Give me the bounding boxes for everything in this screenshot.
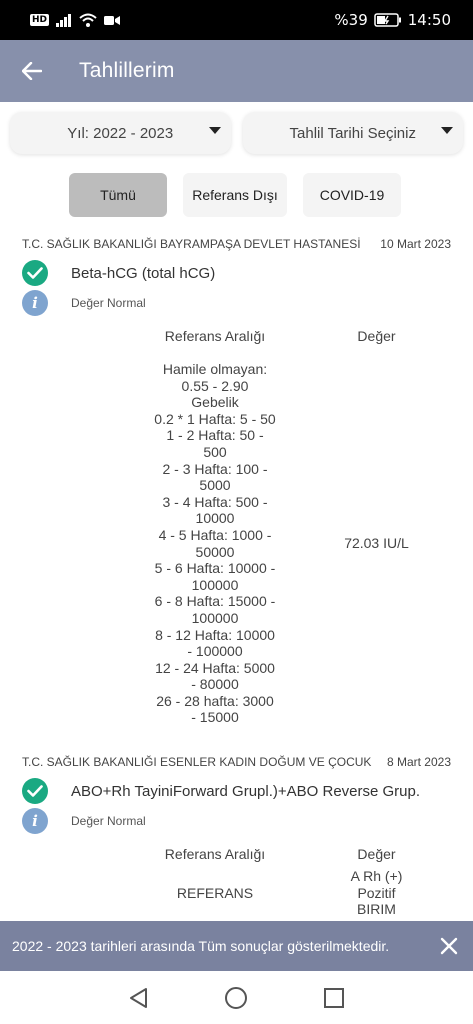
filter-bar <box>10 112 463 154</box>
check-circle-icon <box>22 778 48 804</box>
ref-line: 100000 <box>191 576 239 593</box>
snackbar <box>0 921 473 971</box>
ref-line: Gebelik <box>191 394 239 411</box>
reference-range <box>95 361 335 726</box>
reference-range-header: Referans Aralığı <box>164 328 266 344</box>
signal-icon <box>56 14 72 27</box>
battery-percent: %39 <box>334 11 368 29</box>
ref-line: - 80000 <box>191 676 239 693</box>
video-camera-icon <box>104 15 120 26</box>
ref-line: - 100000 <box>187 643 243 660</box>
nav-home-button[interactable] <box>216 978 256 1018</box>
filter-tabs <box>69 173 401 217</box>
value-line: 72.03 IU/L <box>344 535 409 552</box>
result-value <box>335 535 473 552</box>
test-name: Beta-hCG (total hCG) <box>71 264 216 282</box>
system-nav-bar <box>0 971 473 1024</box>
status-bar <box>0 0 473 40</box>
hospital-name: T.C. SAĞLIK BAKANLIĞI BAYRAMPAŞA DEVLET HASTANESİ <box>22 237 361 251</box>
tab-covid19[interactable]: COVID-19 <box>303 173 401 217</box>
result-card[interactable] <box>0 230 473 726</box>
ref-line: 3 - 4 Hafta: 500 - <box>162 493 268 510</box>
date-dropdown[interactable] <box>243 112 464 154</box>
result-date: 10 Mart 2023 <box>380 237 451 251</box>
result-value <box>335 868 473 918</box>
ref-line: Hamile olmayan: <box>162 361 268 377</box>
result-status: Değer Normal <box>71 296 146 310</box>
ref-line: 1 - 2 Hafta: 50 - <box>166 427 264 444</box>
ref-line: 4 - 5 Hafta: 1000 - <box>158 526 272 543</box>
result-date: 8 Mart 2023 <box>386 755 451 770</box>
app-bar <box>0 40 473 102</box>
reference-range <box>95 885 335 902</box>
battery-icon <box>374 13 402 27</box>
results-list[interactable] <box>0 230 473 921</box>
ref-line: 0.2 * 1 Hafta: 5 - 50 <box>154 410 276 427</box>
snackbar-message: 2022 - 2023 tarihleri arasında Tüm sonuçlar gösterilmektedir. <box>12 938 390 954</box>
hospital-name: T.C. SAĞLIK BAKANLIĞI ESENLER KADIN DOĞUM VE ÇOCUK <box>22 755 372 770</box>
test-name: ABO+Rh TayiniForward Grupl.)+ABO Reverse Grup. <box>71 782 421 800</box>
nav-back-button[interactable] <box>119 978 159 1018</box>
back-button[interactable] <box>14 53 50 89</box>
value-header: Değer <box>357 328 396 344</box>
value-line: BIRIM <box>357 901 396 918</box>
value-line: A Rh (+) Pozitif <box>350 868 403 901</box>
year-dropdown-label: Yıl: 2022 - 2023 <box>67 124 174 142</box>
ref-line: 8 - 12 Hafta: 10000 <box>155 626 275 643</box>
tab-all[interactable]: Tümü <box>69 173 167 217</box>
info-icon[interactable]: i <box>22 808 48 834</box>
square-recents-icon <box>323 987 345 1009</box>
caret-down-icon <box>441 127 453 134</box>
ref-line: 5000 <box>199 477 231 494</box>
ref-line: - 15000 <box>191 709 239 726</box>
page-title: Tahlillerim <box>79 59 175 82</box>
reference-range-header: Referans Aralığı <box>164 846 266 863</box>
result-card[interactable] <box>0 748 473 918</box>
wifi-icon <box>79 13 97 27</box>
year-dropdown[interactable] <box>10 112 231 154</box>
ref-line: 26 - 28 hafta: 3000 <box>156 692 274 709</box>
circle-home-icon <box>224 986 248 1010</box>
clock: 14:50 <box>407 11 451 29</box>
tab-out-of-range[interactable]: Referans Dışı <box>183 173 287 217</box>
ref-line: REFERANS <box>176 884 254 901</box>
ref-line: 2 - 3 Hafta: 100 - <box>162 460 268 477</box>
ref-line: 10000 <box>195 510 235 527</box>
ref-line: 12 - 24 Hafta: 5000 <box>155 659 275 676</box>
ref-line: 100000 <box>191 609 239 626</box>
arrow-left-icon <box>22 62 42 80</box>
ref-line: 50000 <box>195 543 235 560</box>
info-icon[interactable]: i <box>22 290 48 316</box>
ref-line: 6 - 8 Hafta: 15000 - <box>154 593 276 610</box>
caret-down-icon <box>209 127 221 134</box>
check-circle-icon <box>22 260 48 286</box>
ref-line: 0.55 - 2.90 <box>181 377 249 394</box>
value-header: Değer <box>357 846 396 863</box>
date-dropdown-label: Tahlil Tarihi Seçiniz <box>289 124 416 142</box>
nav-recents-button[interactable] <box>314 978 354 1018</box>
result-status: Değer Normal <box>71 814 146 829</box>
close-icon[interactable] <box>437 934 461 958</box>
ref-line: 500 <box>203 443 227 460</box>
triangle-back-icon <box>128 987 150 1009</box>
hd-network-badge: HD <box>32 15 48 25</box>
ref-line: 5 - 6 Hafta: 10000 - <box>154 560 276 577</box>
